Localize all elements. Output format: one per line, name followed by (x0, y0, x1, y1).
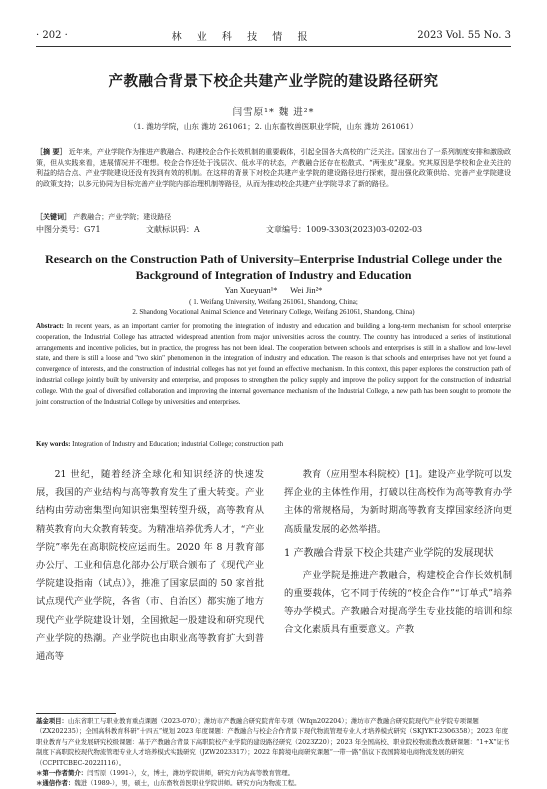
keywords-chinese (36, 212, 171, 222)
body-paragraph: 教育（应用型本科院校）[1]。建设产业学院可以发挥企业的主体性作用，打破以往高校作为高等教育办学主体的常规格局，为新时期高等教育支撑国家经济向更高质量发展的必然举措。 (284, 469, 512, 535)
footnote-funding (36, 716, 511, 768)
title-english: Research on the Construction Path of University–Enterprise Industrial College under the Background of Integration of Industry and Education (45, 252, 502, 282)
footnote-rule (36, 713, 116, 714)
title-chinese: 产教融合背景下校企共建产业学院的建设路径研究 (108, 73, 439, 90)
article-number: 文章编号：1009-3303(2023)03-0202-03 (266, 225, 423, 234)
abstract-en-text: In recent years, as an important carrier for promoting the integration of industry and education and building a long-term mechanism for school enterprise cooperation, the Industrial College has attracted widespread attention from major universities across the country. The country has introduced a series of institutional arrangements and incentive policies, but in practice, the progress has not been ideal. The cooperation between schools and enterprises is still in a shallow and low-level state, and there is still a loose and "two skin" phenomenon in the integration of industry and education. The reason is that schools and enterprises have not yet found a convergence of interests, and the construction of industrial colleges has not yet found an effective mechanism. In this context, this paper explores the construction path of industrial college jointly built by university and enterprise, and proposes to strengthen the policy supply and improve the policy support for the construction of industrial college. With the goal of diversified collaboration and improving the internal governance mechanism of the Industrial College, a new path has been sought to promote the joint construction of the Industrial College by universities and enterprises. (36, 323, 511, 406)
issue-info: 2023 Vol. 55 No. 3 (417, 29, 511, 41)
footnote-text: 闫雪原（1991-），女，博士，潍坊学院讲师，研究方向为高等教育管理。 (87, 769, 295, 778)
footnote-label: ＊第一作者简介： (36, 769, 88, 778)
classification-row (36, 224, 511, 235)
abstract-english (36, 322, 511, 408)
footnote-first-author (36, 768, 511, 778)
footnote-text: 山东省职工与职业教育重点课题（2023-070）；潍坊市产教融合研究院青年专项（Wfqn202204）；潍坊市产教融合研究院现代产业学院专项课题（ZX202235）；全国高科教育科研“十四五”规划 2023 年度课题：产教融合与校企合作背景下现代物流管理专业人才培养模式研究（SKJYKT-2306358）；2023 年度职业教育与产业发展研究校级课题：基于产教融合背景下高职院校产业学院的建设路径研究（2023Z20）；2023 年全国高校、职业院校物流教改教研课题：“1+X”证书制度下高职院校现代物流管理专业人才培养模式实践研究（JZW2023317）；2022 年跨境电商研究课题“一带一路”倡议下我国跨境电商物流发展的研究（CCPITCBEC-2022I116）。 (36, 717, 510, 767)
affiliation-english (36, 297, 511, 317)
header-rule (36, 46, 511, 47)
footnote-label: 基金项目： (36, 717, 68, 725)
document-code: 文献标识码：A (146, 225, 200, 234)
abstract-cn-label: ［摘 要］ (36, 147, 67, 156)
footnote-text: 魏进（1989-），男，硕士，山东畜牧兽医职业学院讲师。研究方向为物流工程。 (74, 779, 301, 788)
footnotes (36, 716, 511, 789)
keywords-cn-text: 产教融合；产业学院；建设路径 (73, 213, 172, 221)
footnote-corresponding (36, 778, 511, 788)
body-column-right (284, 466, 512, 640)
abstract-chinese (36, 147, 511, 189)
keywords-cn-label: ［关键词］ (36, 212, 71, 221)
affiliation-en-line: ( 1. Weifang University, Weifang 261061, Shandong, China; (189, 298, 358, 306)
page-number: · 202 · (36, 29, 68, 41)
clc-number: 中图分类号：G71 (36, 225, 101, 234)
body-paragraph: 21 世纪，随着经济全球化和知识经济的快速发展，我国的产业结构与高等教育发生了重大转变。产业结构由劳动密集型向知识密集型转型升级，高等教育从精英教育向大众教育转变。为精准培养优秀人才，“产业学院”率先在高职院校应运而生。2020 年 8 月教育部办公厅、工业和信息化部办公厅联合颁布了《现代产业学院建设指南（试点）》，推准了国家层面的 50 家首批试点现代产业学院，各省（市、自治区）都实施了地方现代产业学院建设计划，全国掀起一股建设和研究现代产业学院的热潮。产业学院也由职业高等教育扩大到普通高等 (36, 469, 264, 663)
footnote-label: ＊通信作者： (36, 779, 75, 788)
keywords-en-label: Key words: (36, 440, 71, 448)
authors-chinese: 闫雪原¹* 魏 进²* (232, 107, 315, 118)
affiliation-en-line: 2. Shandong Vocational Animal Science and Veterinary College, Weifang 261061, Shandong, China) (132, 308, 415, 316)
body-paragraph: 产业学院是推进产教融合，构建校企合作长效机制的重要载体，它不同于传统的“校企合作”“订单式”培养等办学模式。产教融合对提高学生专业技能的培训和综合文化素质具有重要意义。产教 (284, 569, 512, 636)
running-header (36, 28, 511, 42)
section-heading: 1 产教融合背景下校企共建产业学院的发展现状 (284, 547, 494, 559)
body-column-left (36, 466, 264, 666)
authors-english: Yan Xueyuan¹* Wei Jin²* (224, 285, 323, 295)
abstract-cn-text: 近年来，产业学院作为推进产教融合、构建校企合作长效机制的重要载体，引起全国各大高校的广泛关注。国家出台了一系列制度安排和激励政策，但从实践来看，进展情况并不理想。校企合作还处于浅层次、低水平的状态，产教融合还存在松散式、“两张皮”现象。究其原因是学校和企业关注的利益的结合点、产业学院建设还没有找到有效的机制。在这样的背景下对校企共建产业学院的建设路径进行探索，提出强化政策供给、完善产业学院建设的政策支持；以多元协同为目标完善产业学院内部治理机制等路径，从而为推动校企共建产业学院寻求了新的路径。 (36, 148, 512, 188)
abstract-en-label: Abstract: (36, 323, 64, 330)
keywords-english (36, 440, 511, 448)
journal-name: 林 业 科 技 情 报 (171, 31, 314, 43)
keywords-en-text: Integration of Industry and Education; industrial College; construction path (70, 440, 284, 448)
affiliation-chinese: （1. 潍坊学院，山东 潍坊 261061；2. 山东畜牧兽医职业学院，山东 潍坊 261061） (129, 122, 418, 131)
